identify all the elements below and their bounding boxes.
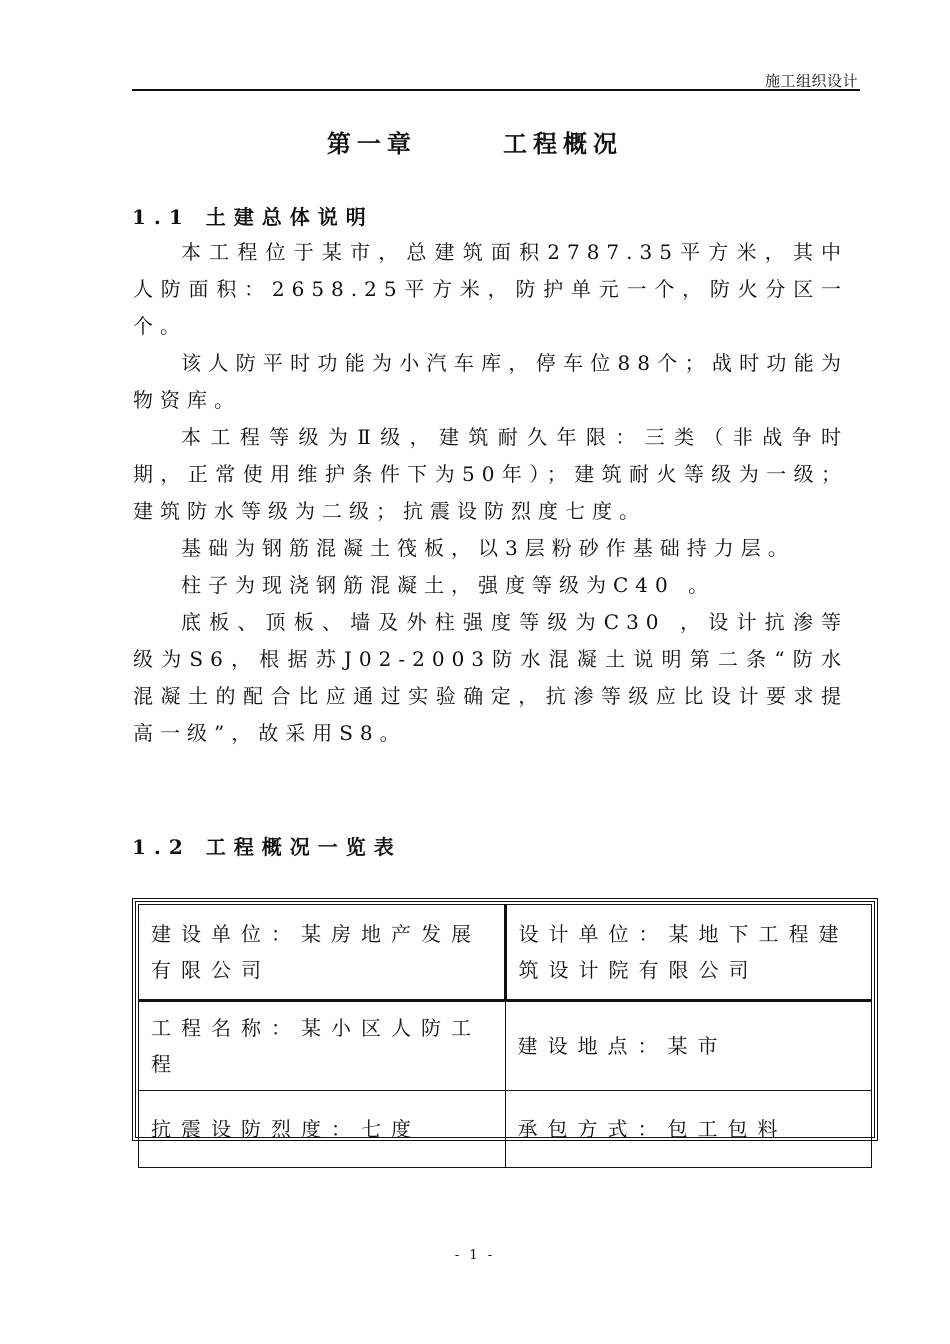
section-1-1-body: [133, 234, 848, 752]
header-rule: [132, 89, 860, 91]
table-row: [139, 1091, 872, 1168]
section-title-1-2: 1.2 工程概况一览表: [132, 835, 402, 859]
table-row: [139, 905, 872, 1001]
page-number: - 1 -: [454, 1248, 496, 1263]
table-cell-seismic-intensity: 抗震设防烈度：七度: [139, 1091, 506, 1168]
table-cell-construction-site: 建设地点：某市: [505, 1001, 872, 1091]
paragraph-foundation: 基础为钢筋混凝土筏板，以3层粉砂作基础持力层。: [181, 536, 795, 560]
paragraph-concrete: 底板、顶板、墙及外柱强度等级为C30 ，设计抗渗等级为S6，根据苏J02-2003防水混凝土说明第二条“防水混凝土的配合比应通过实验确定，抗渗等级应比设计要求提高一级”，故采用S8。: [133, 610, 848, 745]
paragraph-location: 本工程位于某市，总建筑面积2787.35平方米，其中人防面积：2658.25平方米，防护单元一个，防火分区一个。: [133, 240, 848, 338]
paragraph-grade: 本工程等级为Ⅱ级，建筑耐久年限：三类（非战争时期，正常使用维护条件下为50年）；建筑耐火等级为一级；建筑防水等级为二级；抗震设防烈度七度。: [133, 425, 848, 523]
table-cell-design-unit: 设计单位：某地下工程建筑设计院有限公司: [505, 905, 872, 1001]
table-cell-construction-unit: 建设单位：某房地产发展有限公司: [139, 905, 506, 1001]
section-title-1-1: 1.1 土建总体说明: [132, 205, 374, 229]
paragraph-function: 该人防平时功能为小汽车库，停车位88个；战时功能为物资库。: [133, 351, 848, 412]
overview-table: [138, 904, 872, 1168]
paragraph-columns: 柱子为现浇钢筋混凝土，强度等级为C40 。: [181, 573, 716, 597]
table-row: [139, 1001, 872, 1091]
project-overview-table: [132, 898, 878, 1141]
chapter-title: 第一章 工程概况: [326, 129, 624, 158]
page-header-title: 施工组织设计: [764, 72, 858, 90]
table-cell-contract-mode: 承包方式：包工包料: [505, 1091, 872, 1168]
table-cell-project-name: 工程名称：某小区人防工程: [139, 1001, 506, 1091]
